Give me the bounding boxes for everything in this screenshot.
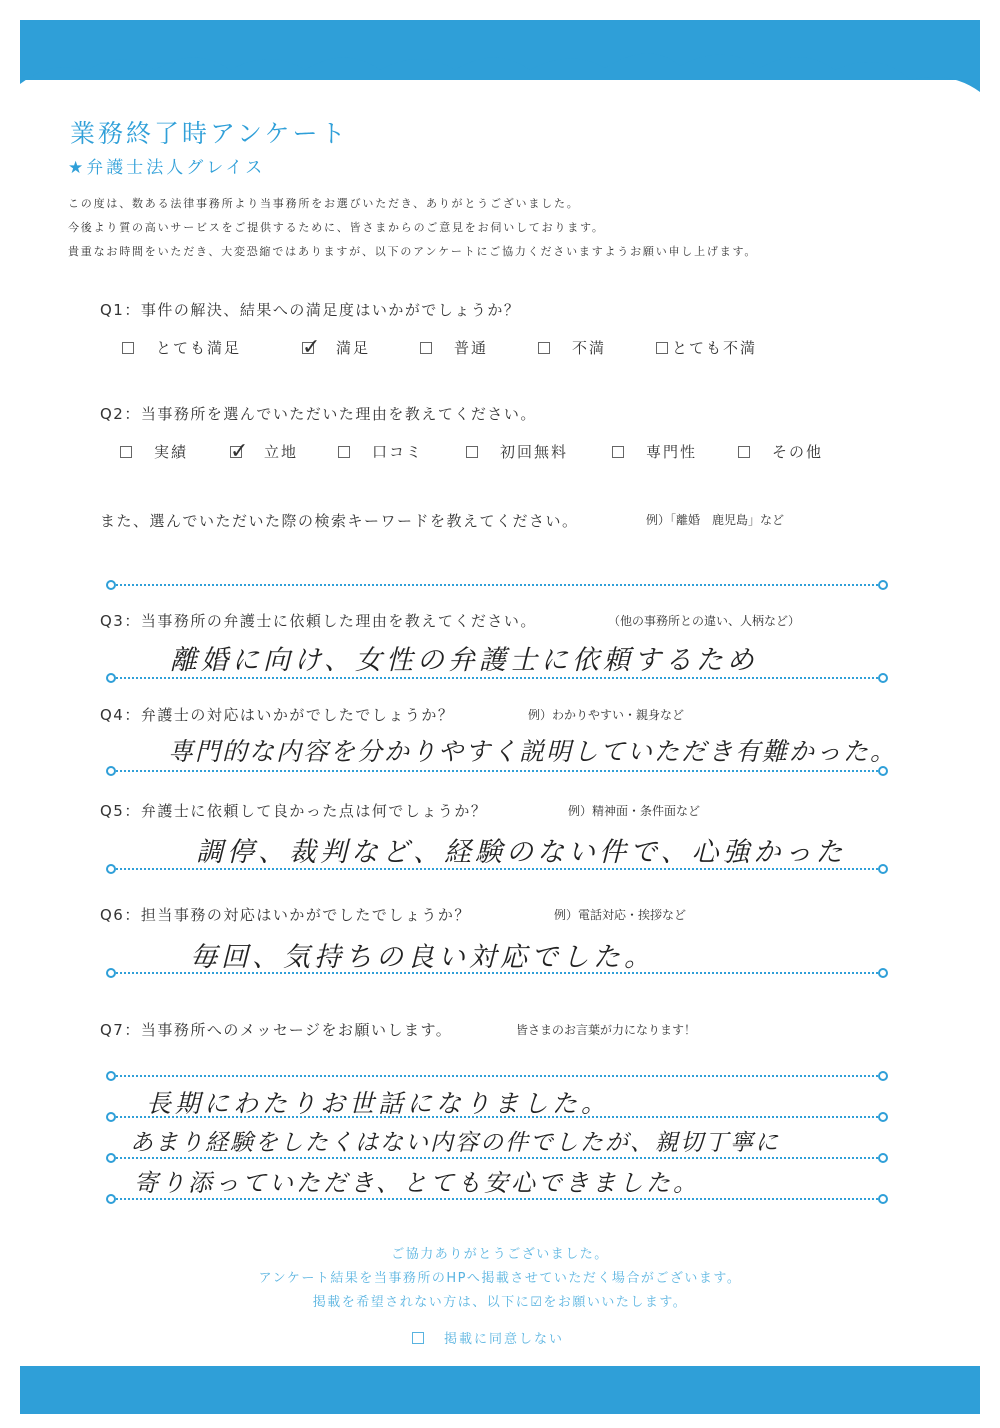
q7-label: Q7：当事務所へのメッセージをお願いします。 <box>100 1021 453 1039</box>
cloud-border <box>0 40 1000 120</box>
keyword-example: 例）「離婚 鹿児島」など <box>646 513 785 527</box>
q2-option[interactable]: その他 <box>738 441 823 462</box>
checkbox[interactable] <box>466 446 478 458</box>
checkbox[interactable] <box>338 446 350 458</box>
checkbox[interactable] <box>656 342 668 354</box>
footer-opt-out-note: 掲載を希望されない方は、以下に☑をお願いいたします。 <box>312 1295 688 1310</box>
consent-option[interactable]: 掲載に同意しない <box>412 1328 564 1347</box>
q7-answer-line <box>112 1116 882 1118</box>
q7-answer-line <box>112 1157 882 1159</box>
firm-name: ★弁護士法人グレイス <box>68 158 266 178</box>
q4-answer-line <box>112 770 882 772</box>
checkbox[interactable] <box>612 446 624 458</box>
q7-answer-line-2[interactable]: あまり経験をしたくはない内容の件でしたが、親切丁寧に <box>130 1130 780 1156</box>
q3-label: Q3：当事務所の弁護士に依頼した理由を教えてください。 <box>100 612 537 630</box>
q3-note: （他の事務所との違い、人柄など） <box>608 614 801 628</box>
q2-option[interactable]: 実績 <box>120 441 188 462</box>
footer-publish-note: アンケート結果を当事務所のHPへ掲載させていただく場合がございます。 <box>258 1271 742 1286</box>
q5-answer-line <box>112 868 882 870</box>
q4-answer[interactable]: 専門的な内容を分かりやすく説明していただき有難かった。 <box>168 737 898 766</box>
q7-answer-line-1[interactable]: 長期にわたりお世話になりました。 <box>146 1089 611 1118</box>
q1-option[interactable]: とても不満 <box>656 337 757 358</box>
q3-answer[interactable]: 離婚に向け、女性の弁護士に依頼するため <box>170 645 758 676</box>
check-mark-icon: ✓ <box>230 438 251 464</box>
intro-line: 貴重なお時間をいただき、大変恐縮ではありますが、以下のアンケートにご協力くださいますようお願い申し上げます。 <box>68 245 758 258</box>
q2-option[interactable]: 初回無料 <box>466 441 568 462</box>
checkbox-checked[interactable] <box>302 334 323 360</box>
checkbox[interactable] <box>420 342 432 354</box>
keyword-answer-line <box>112 584 882 586</box>
q6-answer[interactable]: 毎回、気持ちの良い対応でした。 <box>190 942 655 973</box>
q4-note: 例）わかりやすい・親身など <box>528 708 685 722</box>
q7-answer-line-3[interactable]: 寄り添っていただき、とても安心できました。 <box>134 1169 701 1197</box>
check-mark-icon: ✓ <box>302 334 323 360</box>
intro-line: この度は、数ある法律事務所より当事務所をお選びいただき、ありがとうございました。 <box>68 197 580 210</box>
q7-answer-line <box>112 1198 882 1200</box>
intro-line: 今後より質の高いサービスをご提供するために、皆さまからのご意見をお伺いしております。 <box>68 221 605 234</box>
q2-option[interactable]: 口コミ <box>338 441 423 462</box>
checkbox[interactable] <box>738 446 750 458</box>
q4-label: Q4：弁護士の対応はいかがでしたでしょうか？ <box>100 706 455 724</box>
q2-label: Q2：当事務所を選んでいただいた理由を教えてください。 <box>100 405 537 423</box>
q5-note: 例）精神面・条件面など <box>568 804 701 818</box>
q2-option-checked[interactable]: ✓ 立地 <box>230 438 299 464</box>
q1-option-checked[interactable]: ✓ 満足 <box>302 334 371 360</box>
footer-thanks: ご協力ありがとうございました。 <box>391 1247 609 1262</box>
checkbox[interactable] <box>122 342 134 354</box>
q1-option[interactable]: 不満 <box>538 337 606 358</box>
q6-note: 例）電話対応・挨拶など <box>554 908 687 922</box>
checkbox-checked[interactable] <box>230 438 251 464</box>
keyword-label: また、選んでいただいた際の検索キーワードを教えてください。 <box>100 512 579 530</box>
checkbox[interactable] <box>120 446 132 458</box>
q7-answer-line <box>112 1075 882 1077</box>
checkbox[interactable] <box>538 342 550 354</box>
q1-option[interactable]: 普通 <box>420 337 488 358</box>
q5-answer[interactable]: 調停、裁判など、経験のない件で、心強かった <box>196 837 847 868</box>
q2-option[interactable]: 専門性 <box>612 441 697 462</box>
q5-label: Q5：弁護士に依頼して良かった点は何でしょうか？ <box>100 802 488 820</box>
page-title: 業務終了時アンケート <box>70 119 349 148</box>
q6-answer-line <box>112 972 882 974</box>
q3-answer-line <box>112 677 882 679</box>
footer-band <box>20 1366 980 1414</box>
q1-option[interactable]: とても満足 <box>122 337 241 358</box>
q7-note: 皆さまのお言葉が力になります！ <box>516 1023 697 1037</box>
q6-label: Q6：担当事務の対応はいかがでしたでしょうか？ <box>100 906 471 924</box>
consent-checkbox[interactable] <box>412 1332 424 1344</box>
q1-label: Q1：事件の解決、結果への満足度はいかがでしょうか？ <box>100 301 521 319</box>
